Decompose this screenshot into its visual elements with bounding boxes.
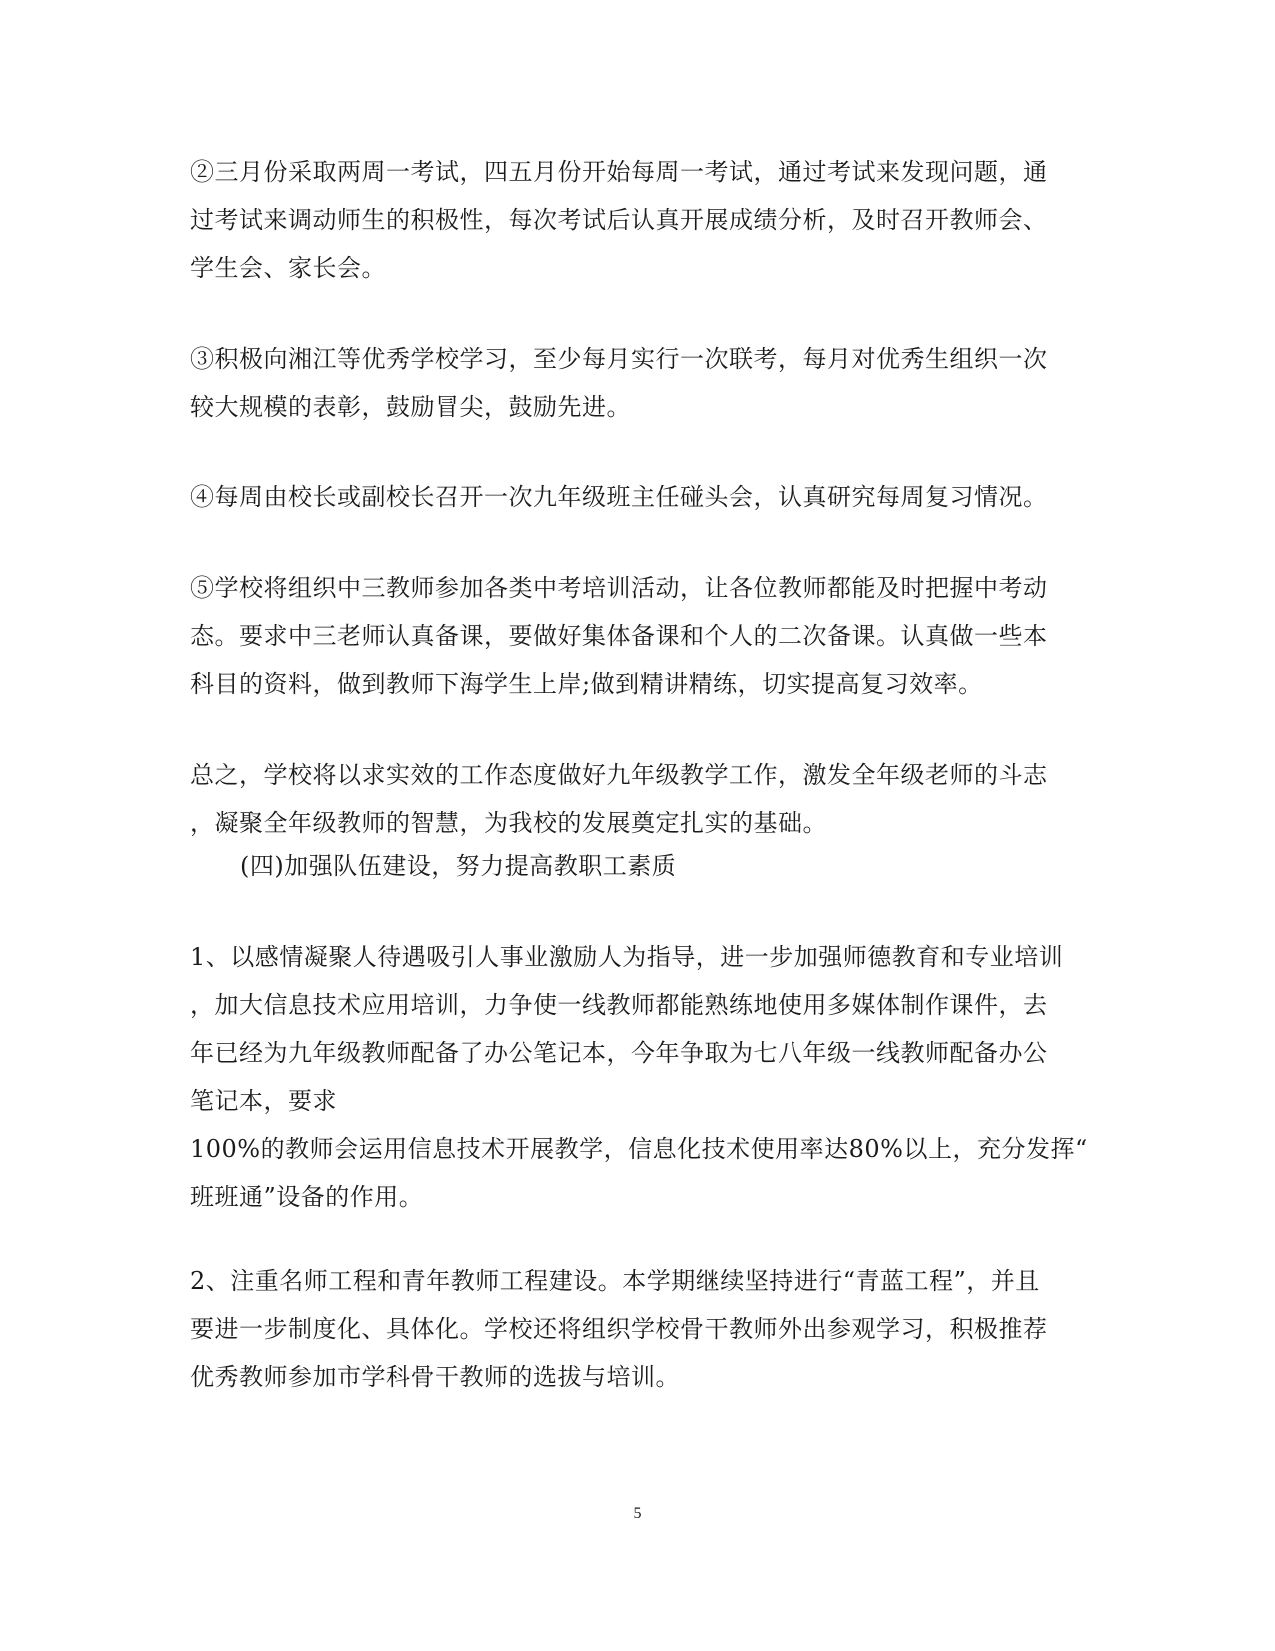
numbered-paragraph-2 <box>190 1257 1070 1401</box>
text-line: 态。要求中三老师认真备课，要做好集体备课和个人的二次备课。认真做一些本 <box>190 622 1048 650</box>
text-line: 过考试来调动师生的积极性，每次考试后认真开展成绩分析，及时召开教师会、 <box>190 206 1048 234</box>
text-line: 1、以感情凝聚人待遇吸引人事业激励人为指导，进一步加强师德教育和专业培训 <box>190 943 1064 971</box>
text-line: 较大规模的表彰，鼓励冒尖，鼓励先进。 <box>190 393 631 421</box>
paragraph-item-4 <box>190 473 1070 521</box>
section-heading <box>240 842 1120 890</box>
text-line: ，凝聚全年级教师的智慧，为我校的发展奠定扎实的基础。 <box>190 809 827 837</box>
page-number: 5 <box>633 1505 642 1522</box>
text-line: ③积极向湘江等优秀学校学习，至少每月实行一次联考，每月对优秀生组织一次 <box>190 345 1048 373</box>
text-line: ，加大信息技术应用培训，力争使一线教师都能熟练地使用多媒体制作课件，去 <box>190 991 1048 1019</box>
text-line: 笔记本，要求 <box>190 1087 337 1115</box>
text-line: ⑤学校将组织中三教师参加各类中考培训活动，让各位教师都能及时把握中考动 <box>190 574 1048 602</box>
text-line: ②三月份采取两周一考试，四五月份开始每周一考试，通过考试来发现问题，通 <box>190 158 1048 186</box>
text-line: 科目的资料，做到教师下海学生上岸;做到精讲精练，切实提高复习效率。 <box>190 670 983 698</box>
text-line: 年已经为九年级教师配备了办公笔记本，今年争取为七八年级一线教师配备办公 <box>190 1039 1048 1067</box>
numbered-paragraph-1 <box>190 933 1088 1221</box>
text-line: ④每周由校长或副校长召开一次九年级班主任碰头会，认真研究每周复习情况。 <box>190 483 1048 511</box>
text-line: 总之，学校将以求实效的工作态度做好九年级教学工作，激发全年级老师的斗志 <box>190 761 1048 789</box>
text-line: 要进一步制度化、具体化。学校还将组织学校骨干教师外出参观学习，积极推荐 <box>190 1315 1048 1343</box>
text-line: 学生会、家长会。 <box>190 254 386 282</box>
text-line: 优秀教师参加市学科骨干教师的选拔与培训。 <box>190 1363 680 1391</box>
text-line: (四)加强队伍建设，努力提高教职工素质 <box>240 852 677 880</box>
paragraph-item-5 <box>190 564 1070 708</box>
text-line: 100%的教师会运用信息技术开展教学，信息化技术使用率达80%以上，充分发挥“ <box>190 1135 1088 1163</box>
text-line: 2、注重名师工程和青年教师工程建设。本学期继续坚持进行“青蓝工程”，并且 <box>190 1267 1040 1295</box>
summary-paragraph <box>190 751 1070 847</box>
paragraph-item-3 <box>190 335 1070 431</box>
paragraph-item-2 <box>190 148 1070 292</box>
text-line: 班班通”设备的作用。 <box>190 1183 424 1211</box>
